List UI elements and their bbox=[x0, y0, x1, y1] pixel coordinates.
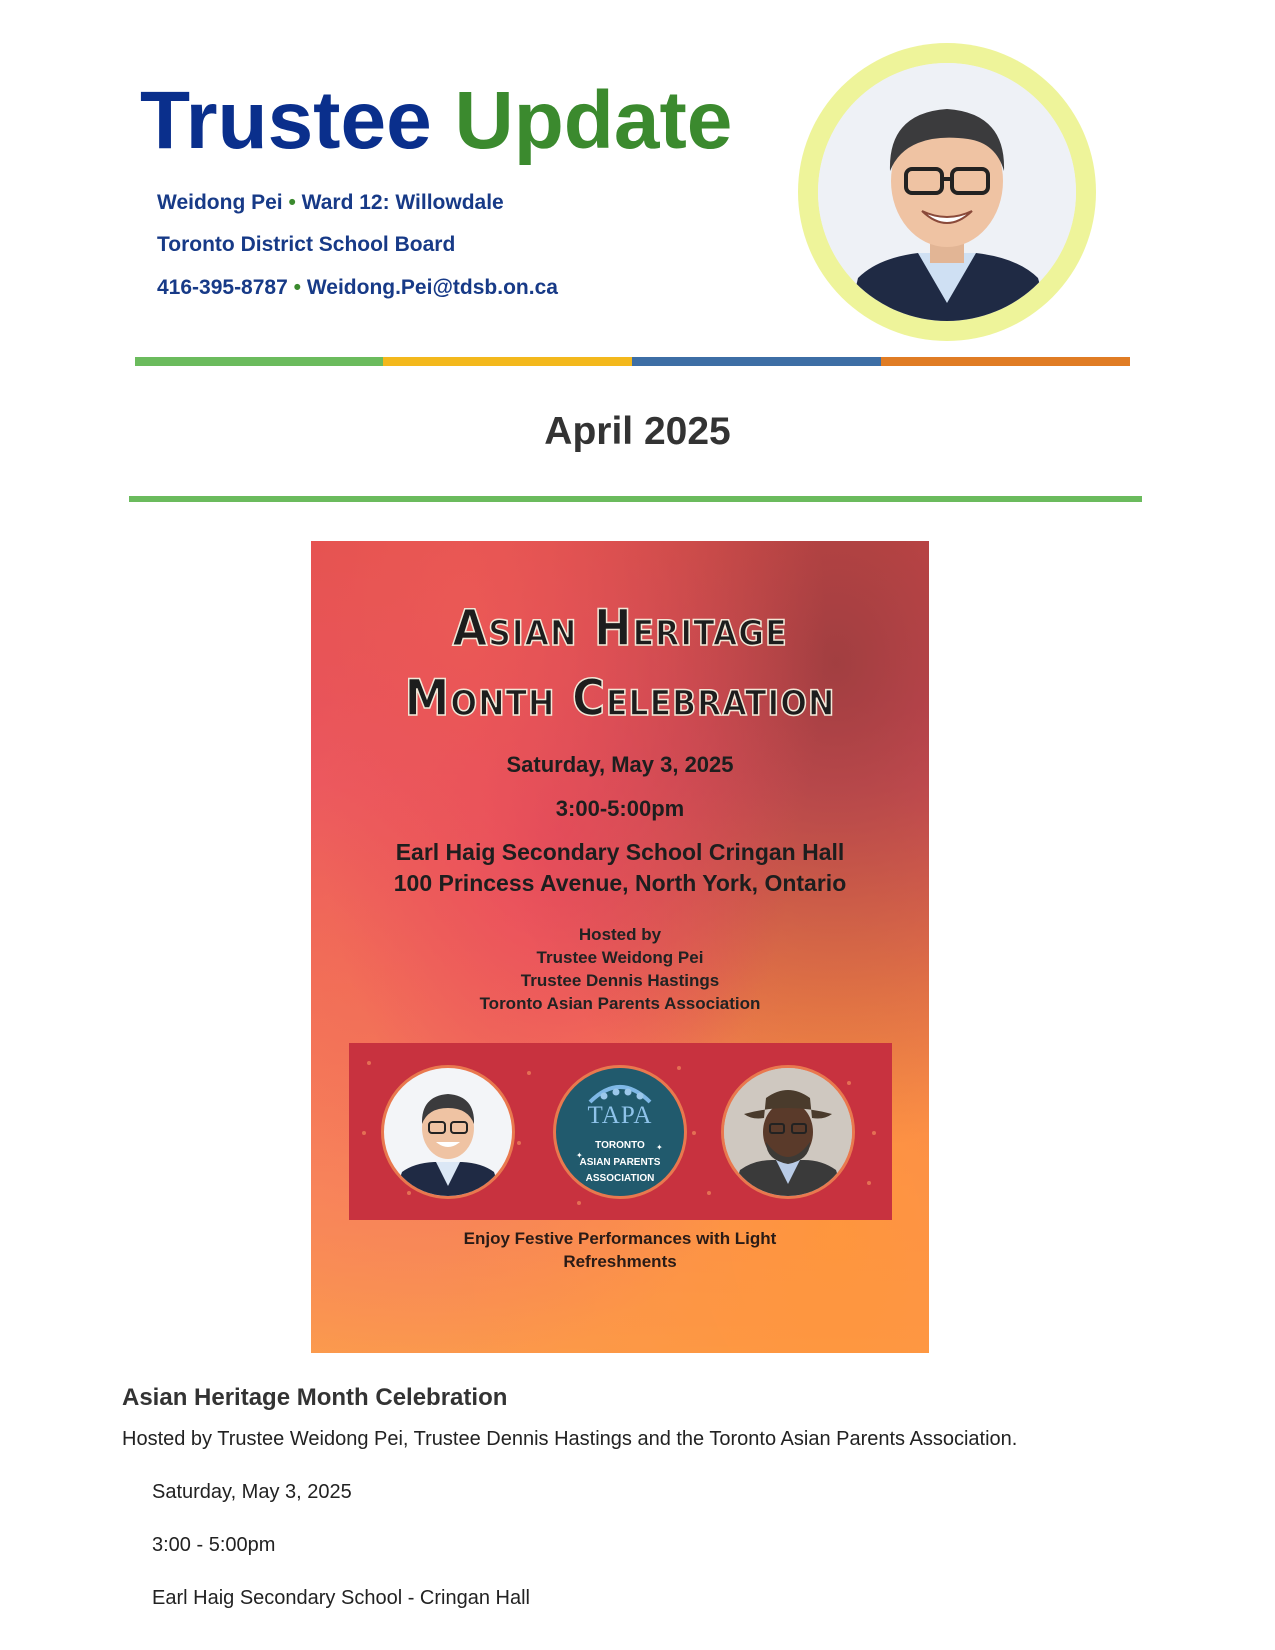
school-board: Toronto District School Board bbox=[157, 233, 456, 256]
tapa-logo bbox=[553, 1065, 687, 1199]
title-word-trustee: Trustee bbox=[140, 75, 432, 166]
poster-enjoy-line2: Refreshments bbox=[563, 1252, 677, 1271]
sparkle-icon: ✦ bbox=[656, 1143, 663, 1152]
header-bar-blue bbox=[632, 357, 881, 366]
event-venue: Earl Haig Secondary School - Cringan Hall bbox=[152, 1587, 530, 1609]
sparkle-icon: ✦ bbox=[576, 1151, 583, 1160]
hosts-banner bbox=[349, 1043, 892, 1220]
poster-venue: Earl Haig Secondary School Cringan Hall bbox=[395, 839, 845, 865]
header-bar-green bbox=[135, 357, 383, 366]
poster-host-3: Toronto Asian Parents Association bbox=[479, 994, 761, 1013]
poster-host-1: Trustee Weidong Pei bbox=[536, 948, 704, 967]
tapa-line-1: TORONTO bbox=[595, 1140, 645, 1151]
event-time: 3:00 - 5:00pm bbox=[152, 1534, 276, 1556]
email-link[interactable]: Weidong.Pei@tdsb.on.ca bbox=[306, 276, 558, 299]
section-divider bbox=[129, 496, 1142, 502]
ward-name: Ward 12: Willowdale bbox=[301, 191, 504, 214]
header-bar-orange bbox=[881, 357, 1130, 366]
poster-enjoy-line1: Enjoy Festive Performances with Light bbox=[463, 1229, 777, 1248]
poster-date: Saturday, May 3, 2025 bbox=[506, 752, 734, 777]
event-date: Saturday, May 3, 2025 bbox=[152, 1481, 352, 1503]
phone-number: 416-395-8787 bbox=[157, 276, 288, 299]
tapa-line-3: ASSOCIATION bbox=[585, 1173, 655, 1184]
portrait-illustration bbox=[818, 63, 1076, 321]
tapa-line-2: ASIAN PARENTS bbox=[579, 1156, 661, 1168]
title-word-update: Update bbox=[454, 75, 733, 166]
contact-line bbox=[157, 276, 558, 300]
poster-host-2: Trustee Dennis Hastings bbox=[520, 971, 720, 990]
separator-dot: • bbox=[293, 276, 301, 299]
separator-dot: • bbox=[288, 191, 296, 214]
header-bar-yellow bbox=[383, 357, 632, 366]
poster-title-line1: Asian Heritage bbox=[452, 599, 788, 657]
host-photo-weidong-illustration bbox=[384, 1068, 512, 1196]
issue-month: April 2025 bbox=[544, 410, 731, 453]
trustee-name-ward bbox=[157, 191, 504, 215]
host-photo-dennis bbox=[721, 1065, 855, 1199]
poster-title-line2: Month Celebration bbox=[404, 669, 836, 727]
poster-hosted-by: Hosted by bbox=[578, 925, 662, 944]
trustee-name: Weidong Pei bbox=[157, 191, 283, 214]
trustee-portrait bbox=[818, 63, 1076, 321]
poster-time: 3:00-5:00pm bbox=[555, 796, 685, 821]
host-photo-weidong bbox=[381, 1065, 515, 1199]
article-intro: Hosted by Trustee Weidong Pei, Trustee Dennis Hastings and the Toronto Asian Parents Association. bbox=[122, 1428, 1018, 1450]
tapa-full-name bbox=[556, 1138, 684, 1188]
article-heading: Asian Heritage Month Celebration bbox=[122, 1384, 508, 1411]
tapa-name: TAPA bbox=[587, 1102, 653, 1129]
poster-address: 100 Princess Avenue, North York, Ontario bbox=[393, 870, 847, 896]
host-photo-dennis-illustration bbox=[724, 1068, 852, 1196]
newsletter-title bbox=[140, 72, 732, 170]
event-poster bbox=[311, 541, 929, 1353]
